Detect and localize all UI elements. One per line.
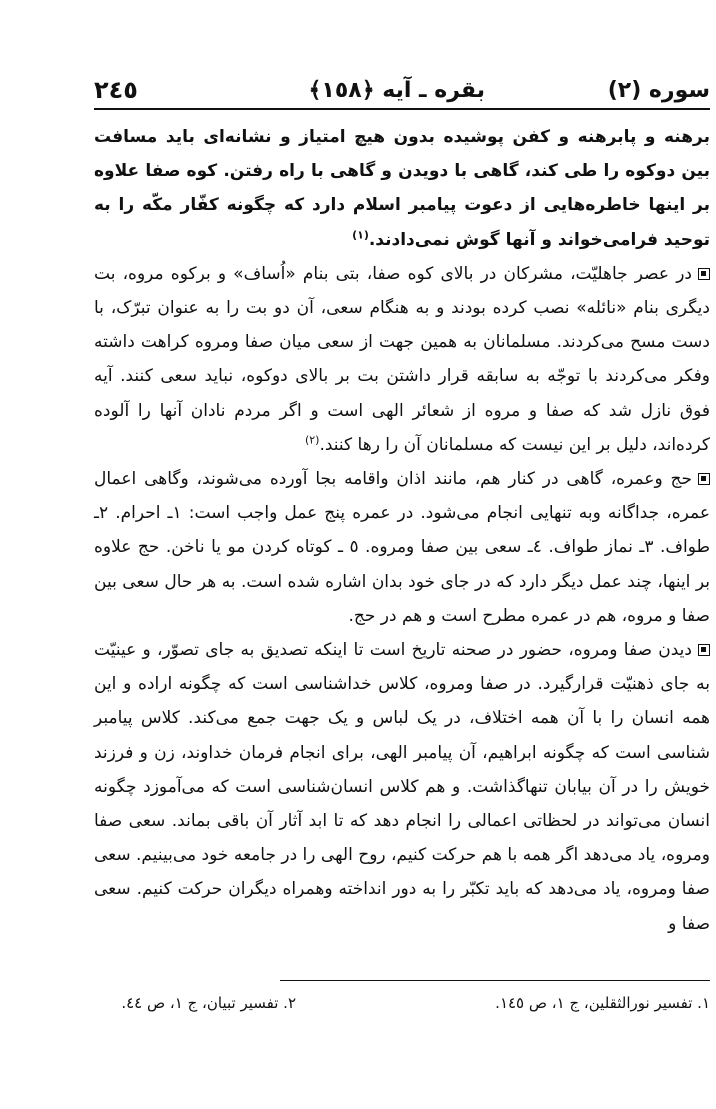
square-bullet-icon: [698, 473, 710, 485]
footnote-ref-2: (٢): [304, 433, 320, 447]
page-header: [94, 70, 710, 110]
paragraph-text: حج وعمره، گاهى در كنار هم، مانند اذان واقامه بجا آورده مى‌شوند، وگاهى اعمال عمره، جداگانه وبه تنهايى انجام مى‌شود. در عمره پنج عمل واجب است: ١ـ احرام. ٢ـ طواف. ٣ـ نماز طواف. ٤ـ سعى بين صفا ومروه. ٥ ـ كوتاه كردن مو يا ناخن. حج علاوه بر اينها، چند عمل ديگر دارد كه در جاى خود بدان اشاره شده است. به هر حال سعى بين صفا و مروه، هم در عمره مطرح است و هم در حج.: [94, 469, 711, 626]
paragraph-hajj-umrah: [94, 462, 710, 633]
intro-text: برهنه و پابرهنه و كفن پوشيده بدون هيچ امتياز و نشانه‌اى بايد مسافت بين دوكوه را طى كند، گاهى با دويدن و گاهى با راه رفتن. كوه صفا علاوه بر اينها خاطره‌هايى از دعوت پيامبر اسلام دارد كه چگونه كفّار مكّه را به توحيد فرامى‌خواند و آنها گوش نمى‌دادند.: [94, 127, 710, 250]
paragraph-text: در عصر جاهليّت، مشركان در بالاى كوه صفا، بتى بنام «اُساف» و بركوه مروه، بت ديگرى بنام «نائله» نصب كرده بودند و به هنگام سعى، آن دو بت را به عنوان تبرّک، با دست مسح مى‌كردند. مسلمانان به همين جهت از سعى ميان صفا ومروه كراهت داشته وفكر مى‌كردند با توجّه به سابقه قرار داشتن بت بر بالاى دوكوه، نبايد سعى كنند. آيه فوق نازل شد كه صفا و مروه از شعائر الهى است و اگر مردم نادان آنها را آلوده كرده‌اند، دليل بر اين نيست كه مسلمانان آن را رها كنند.: [94, 263, 710, 455]
footnote-1: ١. تفسير نورالثقلين، ج ١، ص ١٤٥.: [495, 994, 710, 1012]
square-bullet-icon: [698, 268, 710, 280]
page-number: ٢٤٥: [94, 76, 138, 104]
footnote-ref-1: (١): [352, 227, 369, 241]
surah-label: سوره (٢): [607, 78, 710, 103]
footnote-divider: [280, 980, 710, 981]
page-body: [94, 120, 710, 941]
footnote-2: ٢. تفسير تبيان، ج ١، ص ٤٤.: [121, 994, 296, 1012]
paragraph-text: ديدن صفا ومروه، حضور در صحنه تاريخ است تا اينكه تصديق به جاى تصوّر، و عينيّت به جاى ذهنيّت قرارگيرد. در صفا ومروه، كلاس خداشناسى است كه چگونه اراده و اين همه انسان را با آن همه اختلاف، در يک لباس و يک جهت جمع مى‌كند. كلاس پيامبر شناسى است كه چگونه ابراهيم، آن پيامبر الهى، براى انجام فرمان خداوند، زن و فرزند خويش را در آن بيابان تنهاگذاشت. و هم كلاس انسان‌شناسى است كه مى‌آموزد چگونه انسان مى‌تواند در لحظاتى اعمالى را انجام دهد كه تا ابد آثار آن باقى بماند. سعى صفا ومروه، ياد مى‌دهد اگر همه با هم حركت كنيم، روح الهى را در جامعه خود مى‌بينيم. سعى صفا ومروه، ياد مى‌دهد كه بايد تكبّر را به دور انداخته وهمراه ديگران حركت كنيم. سعى صفا و: [94, 640, 710, 934]
verse-label: بقره ـ آيه ﴿١٥٨﴾: [308, 78, 485, 103]
square-bullet-icon: [698, 644, 710, 656]
paragraph-jahiliyya: [94, 257, 710, 462]
paragraph-safa-marwa: [94, 633, 710, 941]
intro-paragraph: [94, 120, 710, 257]
